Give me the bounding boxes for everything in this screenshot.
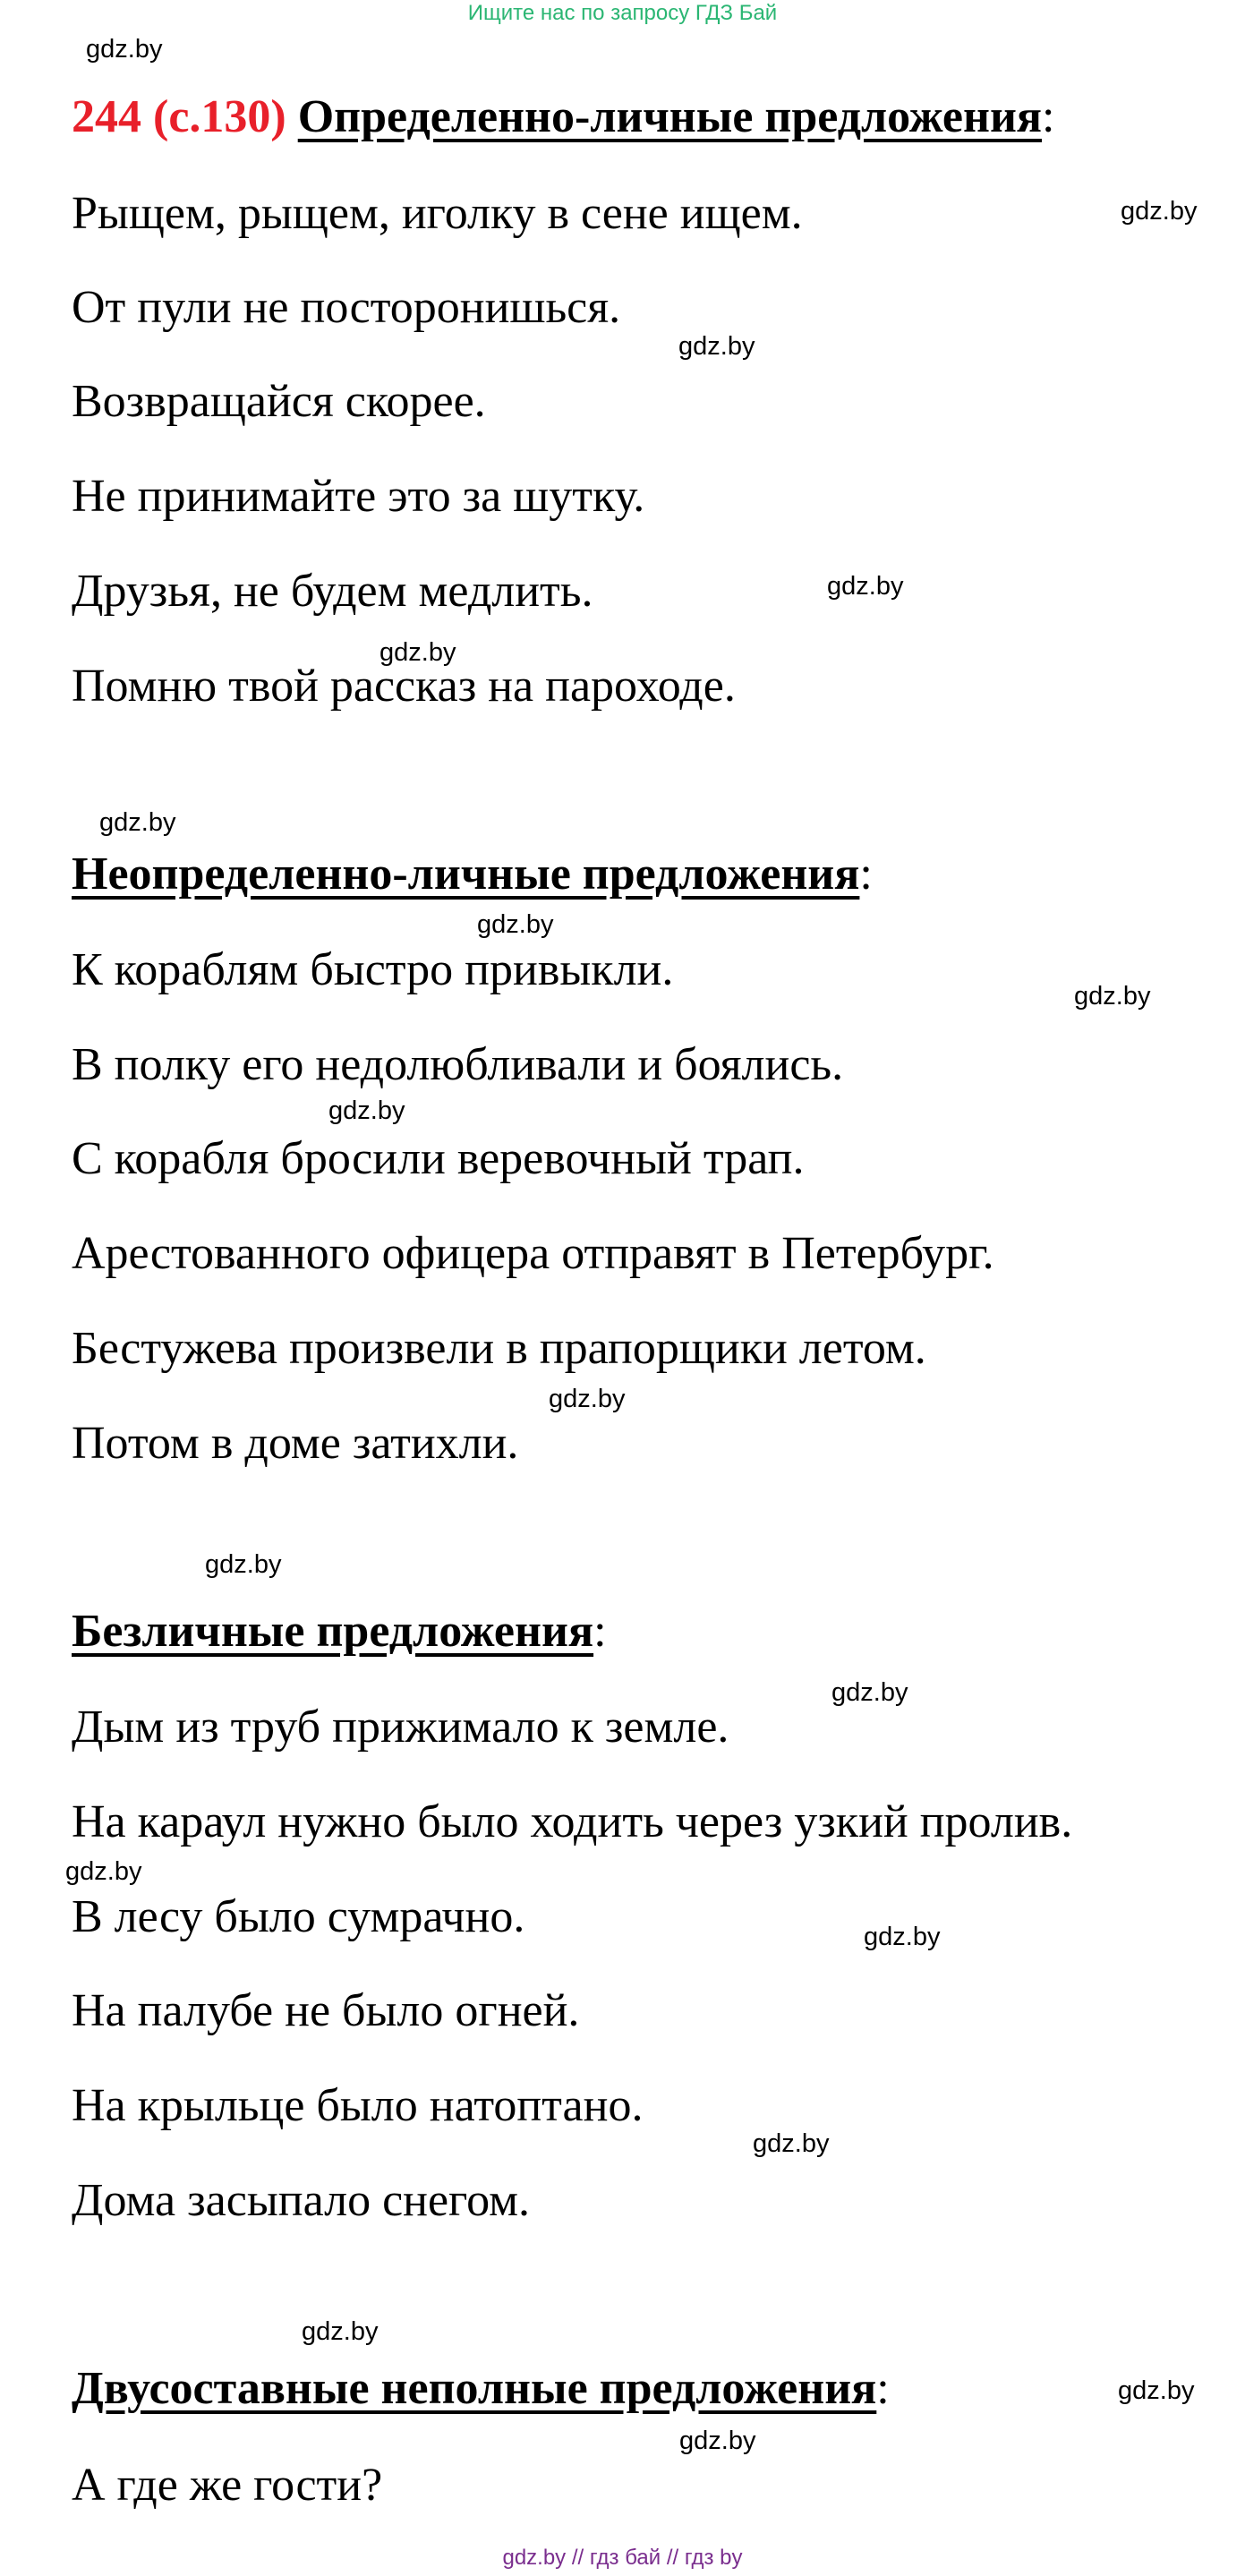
watermark: gdz.by [1121,197,1198,226]
section-heading-two-part-incomplete [72,2361,890,2417]
watermark: gdz.by [86,35,163,64]
section-title: Безличные предложения [72,1606,594,1657]
search-banner[interactable]: Ищите нас по запросу ГДЗ Бай [467,1,778,25]
heading-colon: : [1042,91,1055,142]
sentence-line: С корабля бросили веревочный трап. [72,1133,805,1184]
watermark: gdz.by [827,572,904,601]
heading-colon: : [876,2363,890,2414]
watermark: gdz.by [864,1923,941,1951]
watermark: gdz.by [205,1550,282,1579]
watermark: gdz.by [1074,982,1151,1011]
section-heading-impersonal [72,1604,607,1659]
sentence-line: Бестужева произвели в прапорщики летом. [72,1323,926,1374]
watermark: gdz.by [65,1857,142,1886]
sentence-line: Рыщем, рыщем, иголку в сене ищем. [72,188,803,239]
section-title: Двусоставные неполные предложения [72,2363,877,2414]
watermark: gdz.by [328,1096,405,1125]
watermark: gdz.by [302,2317,379,2346]
sentence-line: Дома засыпало снегом. [72,2175,531,2226]
sentence-line: На палубе не было огней. [72,1985,580,2036]
sentence-line: К кораблям быстро привыкли. [72,944,674,995]
sentence-line: А где же гости? [72,2460,383,2511]
sentence-line: Помню твой рассказ на пароходе. [72,661,736,712]
watermark: gdz.by [549,1385,626,1413]
sentence-line: Возвращайся скорее. [72,376,486,427]
watermark: gdz.by [477,910,554,939]
sentence-line: От пули не посторонишься. [72,282,621,333]
sentence-line: На крыльце было натоптано. [72,2080,644,2131]
sentence-line: В лесу было сумрачно. [72,1891,525,1942]
heading-colon: : [859,849,873,900]
watermark: gdz.by [379,638,456,667]
watermark: gdz.by [679,2427,756,2455]
section-heading-indefinite-personal [72,847,873,902]
sentence-line: Арестованного офицера отправят в Петербург. [72,1228,994,1279]
section-heading-definite-personal [72,90,1055,145]
task-number: 244 (с.130) [72,91,286,142]
sentence-line: Потом в доме затихли. [72,1418,519,1469]
section-title: Определенно-личные предложения [297,91,1043,142]
sentence-line: Не принимайте это за шутку. [72,471,645,522]
watermark: gdz.by [99,808,176,837]
section-title: Неопределенно-личные предложения [72,849,860,900]
sentence-line: На караул нужно было ходить через узкий пролив. [72,1796,1073,1847]
sentence-line: В полку его недолюбливали и боялись. [72,1039,844,1090]
watermark: gdz.by [1118,2376,1195,2405]
watermark: gdz.by [678,332,755,361]
footer-links[interactable]: gdz.by // гдз бай // гдз by [502,2546,743,2570]
sentence-line: Дым из труб прижимало к земле. [72,1702,729,1753]
watermark: gdz.by [753,2129,830,2158]
watermark: gdz.by [831,1678,908,1707]
heading-colon: : [593,1606,607,1657]
sentence-line: Друзья, не будем медлить. [72,566,593,617]
